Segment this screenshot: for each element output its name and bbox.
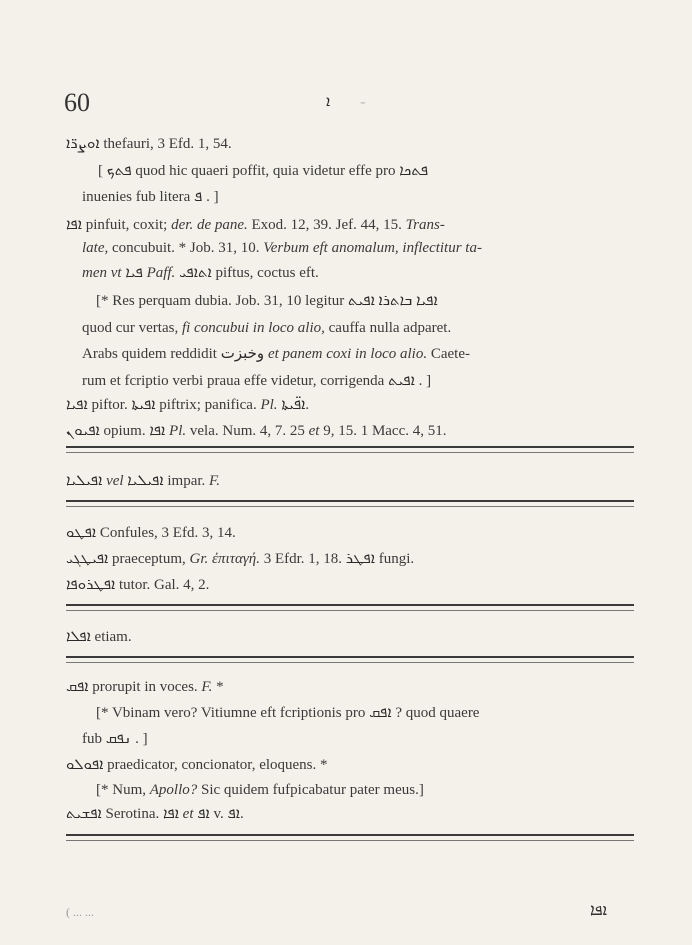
- entry-pinsuit: [66, 214, 445, 235]
- note-line: [82, 318, 451, 338]
- entry-text: praeceptum,: [112, 551, 186, 567]
- syriac-headword: ܐܦܝܠܝܐ: [66, 471, 103, 489]
- entry-italic: F.: [201, 679, 213, 695]
- entry-text: opium.: [103, 423, 146, 439]
- entry-text: Exod. 12, 39. Jef. 44, 15.: [251, 217, 402, 233]
- note-text: Arabs quidem reddidit: [82, 346, 217, 362]
- entry-italic: Gr.: [189, 551, 209, 567]
- entry-text: 3 Efdr. 1, 18.: [263, 551, 343, 567]
- arabic-word: وخبزت: [220, 344, 265, 362]
- section-rule: [66, 446, 634, 453]
- note-text: fub: [82, 731, 102, 747]
- syriac-word: ܐܦܝܬ: [348, 291, 375, 309]
- syriac-word: ܒܐܬܪܐ: [378, 291, 413, 309]
- note-line: [82, 370, 431, 391]
- running-head-faint: -: [360, 92, 366, 111]
- entry-tutor: [66, 574, 209, 595]
- bracket: [: [98, 163, 103, 179]
- bracket: . ]: [206, 189, 219, 205]
- asterisk: *: [216, 679, 224, 695]
- syriac-headword: ܐܦܐ: [66, 215, 82, 233]
- note-line: [82, 343, 470, 364]
- entry-text: prorupit in voces.: [92, 679, 198, 695]
- entry-italic: et: [182, 806, 194, 822]
- syriac-word: ܐܦܝܬܐ: [131, 395, 156, 413]
- section-rule: [66, 656, 634, 663]
- entry-praeceptum: [66, 548, 414, 569]
- entry-text: v.: [213, 806, 224, 822]
- entry-italic: et: [308, 423, 320, 439]
- note-text: Caete-: [430, 346, 470, 362]
- syriac-word: ܦܝܐ: [125, 263, 143, 281]
- syriac-word: ܐܦܐ: [149, 421, 166, 439]
- entry-consules: [66, 522, 236, 543]
- entry-italic: late,: [82, 240, 109, 256]
- note-line: [82, 186, 219, 207]
- greek-word: ἐπιταγή.: [212, 551, 260, 567]
- note-text: inuenies fub litera: [82, 189, 191, 205]
- entry-text: Confules, 3 Efd. 3, 14.: [99, 525, 236, 541]
- entry-etiam: [66, 626, 132, 647]
- entry-text: praedicator, concionator, eloquens. *: [107, 757, 328, 773]
- syriac-word: ܐܬܐܦܝ: [179, 263, 212, 281]
- entry-text: tutor. Gal. 4, 2.: [119, 577, 210, 593]
- entry-text: impar.: [167, 473, 206, 489]
- syriac-word: ܐܦܝܬ: [388, 371, 415, 389]
- entry-text: piftrix; panifica.: [159, 397, 257, 413]
- syriac-headword: ܐܦܠܐ: [66, 627, 91, 645]
- note-text: [* Res perquam dubia. Job. 31, 10 legitur: [96, 293, 345, 309]
- entry-italic: der. de pane.: [171, 217, 248, 233]
- syriac-headword: ܐܘܨܪ̈ܐ: [66, 134, 100, 152]
- entry-serotina: [66, 803, 244, 824]
- note-text: ? quod quaere: [395, 705, 480, 721]
- entry-italic: Pl.: [260, 397, 278, 413]
- punct: .: [239, 806, 244, 822]
- note-text: quod hic quaeri poffit, quia videtur effe pro: [135, 163, 396, 179]
- note-italic: Apollo?: [149, 782, 198, 798]
- syriac-headword: ܐܦܛܪܘܦܐ: [66, 575, 116, 593]
- syriac-word: ܐܦܐ: [162, 804, 179, 822]
- section-rule: [66, 500, 634, 507]
- note-text: Sic quidem fufpicabatur pater meus.]: [201, 782, 424, 798]
- note-line: [82, 728, 148, 749]
- note-text: rum et fcriptio verbi praua effe videtur, corrigenda: [82, 373, 385, 389]
- entry-pistor: [66, 394, 309, 415]
- note-text: [* Num,: [96, 782, 146, 798]
- running-head: ܐ: [326, 92, 331, 110]
- syriac-word: ܐܦܝܠܝܐ: [127, 471, 164, 489]
- syriac-word: ܐܦܝܐ: [415, 291, 438, 309]
- note-italic: fi concubui in loco alio,: [181, 320, 325, 336]
- syriac-word: ܐܦܩ: [369, 703, 392, 721]
- entry-italic: Pl.: [169, 423, 187, 439]
- note-text: quod cur vertas,: [82, 320, 179, 336]
- syriac-word: ܢܦܩ: [105, 729, 132, 747]
- entry-italic: F.: [209, 473, 221, 489]
- entry-praedicator: [66, 754, 328, 775]
- note-line: [98, 160, 428, 181]
- syriac-headword: ܐܦܩ: [66, 677, 89, 695]
- entry-italic: vel: [106, 473, 124, 489]
- note-line: [96, 780, 424, 800]
- syriac-headword: ܐܦܝܛܓܝ: [66, 549, 109, 567]
- entry-text: vela. Num. 4, 7. 25: [189, 423, 305, 439]
- syriac-word: ܐܦܛܪ: [345, 549, 375, 567]
- entry-text: fungi.: [378, 551, 415, 567]
- syriac-word: ܦܬܟ: [106, 161, 132, 179]
- entry-text: concubuit. * Job. 31, 10.: [112, 240, 260, 256]
- syriac-word: ܐܦ: [197, 804, 210, 822]
- entry-italic: men vt: [82, 265, 122, 281]
- page-number: 60: [64, 88, 90, 117]
- section-rule: [66, 604, 634, 611]
- note-line: [96, 702, 479, 723]
- entry-text: etiam.: [94, 629, 132, 645]
- note-italic: et panem coxi in loco alio.: [267, 346, 428, 362]
- entry-continuation: [82, 262, 319, 283]
- syriac-word: ܐܦ̈ܝܬܐ: [281, 395, 306, 413]
- entry-thesauri: [66, 133, 232, 154]
- entry-text: piftus, coctus eft.: [215, 265, 319, 281]
- entry-italic: Trans-: [405, 217, 445, 233]
- syriac-headword: ܐܦܘܠܘ: [66, 755, 104, 773]
- entry-text: pinfuit, coxit;: [85, 217, 168, 233]
- entry-text: thefauri, 3 Efd. 1, 54.: [103, 136, 232, 152]
- syriac-letter: ܦ: [194, 187, 203, 205]
- footer-signature: ( ... ...: [66, 905, 94, 919]
- entry-continuation: [82, 238, 482, 258]
- note-line: [96, 290, 438, 311]
- entry-prorupit: [66, 676, 224, 697]
- entry-italic: Paff.: [146, 265, 176, 281]
- catchword: ܐܦܐ: [590, 900, 607, 919]
- entry-text: 9, 15. 1 Macc. 4, 51.: [323, 423, 447, 439]
- syriac-headword: ܐܦܝܘܢ: [66, 421, 100, 439]
- syriac-word: ܦܬܟܐ: [399, 161, 429, 179]
- bracket: . ]: [135, 731, 148, 747]
- entry-text: piftor.: [91, 397, 128, 413]
- entry-text: Serotina.: [105, 806, 160, 822]
- syriac-headword: ܐܦܝܐ: [66, 395, 88, 413]
- punct: .: [305, 397, 310, 413]
- note-text: cauffa nulla adparet.: [328, 320, 452, 336]
- bracket: . ]: [418, 373, 432, 389]
- syriac-headword: ܐܦܛܘ: [66, 523, 97, 541]
- entry-impar: [66, 470, 220, 491]
- section-rule: [66, 834, 634, 841]
- syriac-headword: ܐܦܫܝܬ: [66, 804, 102, 822]
- entry-italic: Verbum eft anomalum, inflectitur ta-: [263, 240, 482, 256]
- note-text: [* Vbinam vero? Vitiumne eft fcriptionis pro: [96, 705, 366, 721]
- entry-opium: [66, 420, 447, 441]
- syriac-word: ܐܦ: [227, 804, 240, 822]
